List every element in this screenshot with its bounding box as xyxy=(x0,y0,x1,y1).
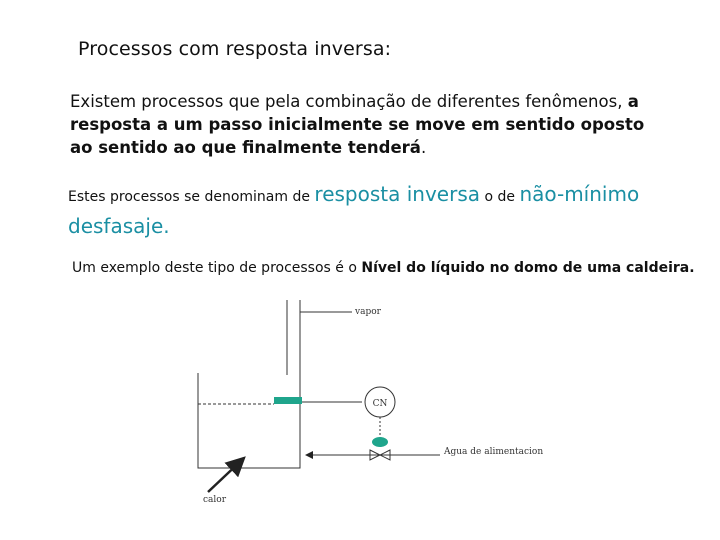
drum-vessel xyxy=(198,373,300,468)
heat-label: calor xyxy=(203,495,227,505)
feedwater-valve xyxy=(372,437,388,447)
naming-text-1: Estes processos se denominam de xyxy=(68,189,315,205)
heat-arrow xyxy=(208,458,244,492)
term-non-minimum-phase: não-mínimo desfasaje. xyxy=(68,182,640,238)
definition-end: . xyxy=(420,138,427,157)
definition-text: Existem processos que pela combinação de diferentes fenômenos, xyxy=(70,92,628,111)
example-text: Um exemplo deste tipo de processos é o xyxy=(72,260,362,276)
example-bold-text: Nível do líquido no domo de uma caldeira. xyxy=(361,260,695,276)
feedwater-label: Agua de alimentacion xyxy=(444,447,544,457)
slide-title: Processos com resposta inversa: xyxy=(78,38,392,60)
term-inverse-response: resposta inversa xyxy=(314,182,481,206)
vapor-label: vapor xyxy=(355,307,381,317)
definition-bold-text: a resposta a um passo inicialmente se move em sentido oposto ao sentido ao que finalmente tenderá xyxy=(70,92,645,157)
level-marker xyxy=(274,397,302,404)
naming-text-2: o de xyxy=(480,189,520,205)
controller-label: CN xyxy=(372,399,388,409)
